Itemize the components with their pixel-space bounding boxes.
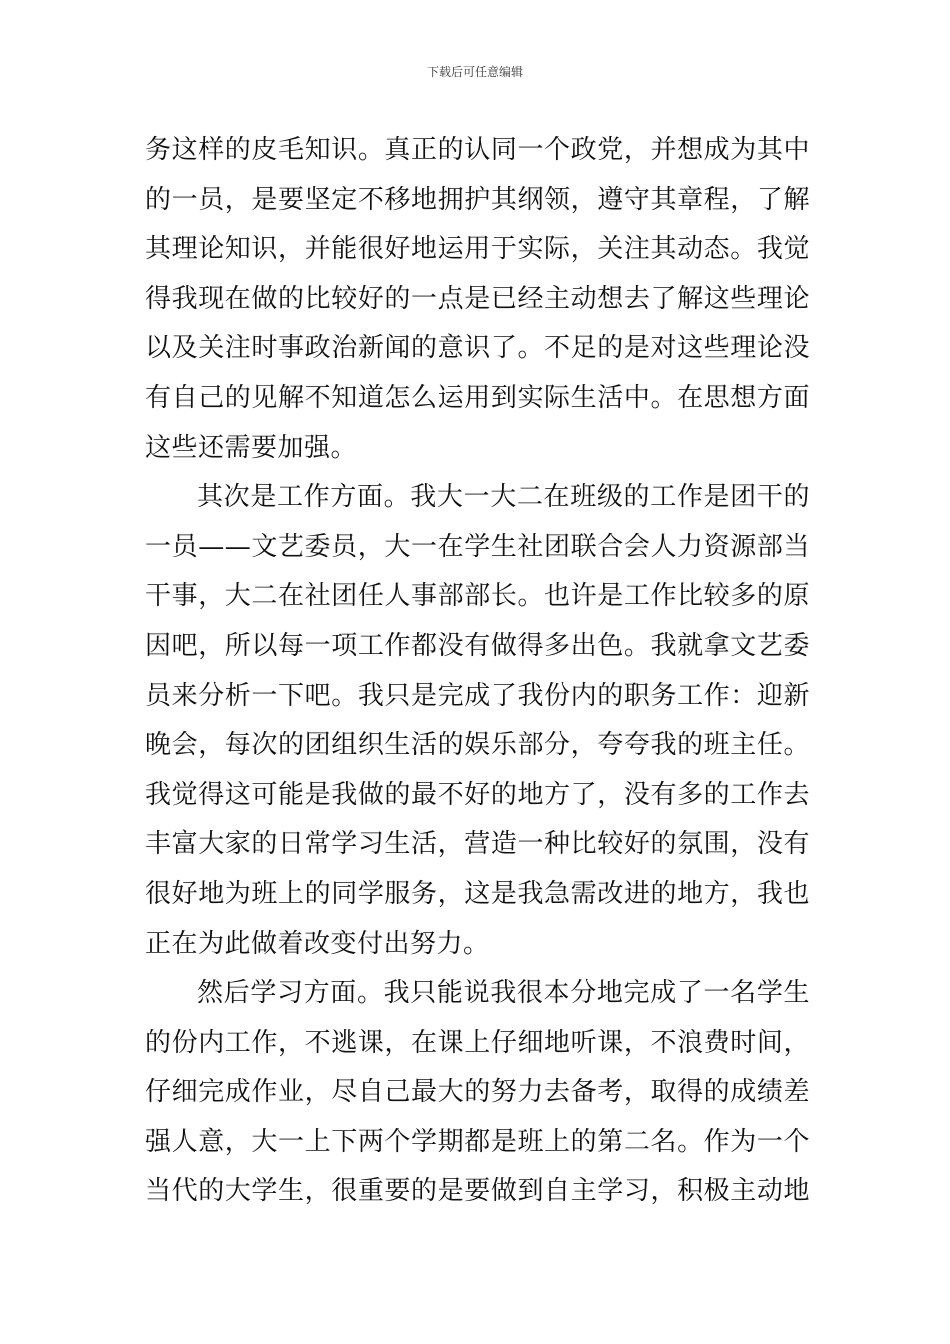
paragraph-work [145, 473, 810, 969]
text-line: 的份内工作，不逃课，在课上仔细地听课，不浪费时间， [145, 1027, 810, 1058]
text-line: 晚会，每次的团组织生活的娱乐部分，夸夸我的班主任。 [145, 730, 810, 761]
text-line: 其理论知识，并能很好地运用于实际，关注其动态。我觉 [145, 234, 810, 265]
text-line: 其次是工作方面。我大一大二在班级的工作是团干的 [197, 482, 810, 513]
text-line: 然后学习方面。我只能说我很本分地完成了一名学生 [197, 978, 810, 1009]
text-line: 仔细完成作业，尽自己最大的努力去备考，取得的成绩差 [145, 1077, 810, 1108]
paragraph-study [145, 969, 810, 1217]
text-line: 当代的大学生，很重要的是要做到自主学习，积极主动地 [145, 1176, 810, 1207]
text-line: 我觉得这可能是我做的最不好的地方了，没有多的工作去 [145, 779, 810, 810]
text-line: 丰富大家的日常学习生活，营造一种比较好的氛围，没有 [145, 829, 810, 860]
text-line: 务这样的皮毛知识。真正的认同一个政党，并想成为其中 [145, 135, 810, 165]
paragraph-thought [145, 126, 810, 473]
document-body [145, 126, 810, 1217]
text-line: 正在为此做着改变付出努力。 [145, 928, 490, 959]
text-line: 很好地为班上的同学服务，这是我急需改进的地方，我也 [145, 878, 810, 909]
text-line: 得我现在做的比较好的一点是已经主动想去了解这些理论 [145, 283, 810, 314]
text-line: 员来分析一下吧。我只是完成了我份内的职务工作：迎新 [145, 680, 810, 711]
page-header: 下载后可任意编辑 [426, 65, 523, 79]
text-line: 强人意，大一上下两个学期都是班上的第二名。作为一个 [145, 1126, 810, 1157]
text-line: 干事，大二在社团任人事部部长。也许是工作比较多的原 [145, 581, 810, 612]
text-line: 的一员，是要坚定不移地拥护其纲领，遵守其章程，了解 [145, 184, 810, 215]
text-line: 这些还需要加强。 [145, 432, 358, 463]
text-line: 有自己的见解不知道怎么运用到实际生活中。在思想方面 [145, 382, 810, 413]
text-line: 一员——文艺委员，大一在学生社团联合会人力资源部当 [145, 531, 810, 562]
text-line: 以及关注时事政治新闻的意识了。不足的是对这些理论没 [145, 333, 810, 364]
text-line: 因吧，所以每一项工作都没有做得多出色。我就拿文艺委 [145, 630, 810, 661]
